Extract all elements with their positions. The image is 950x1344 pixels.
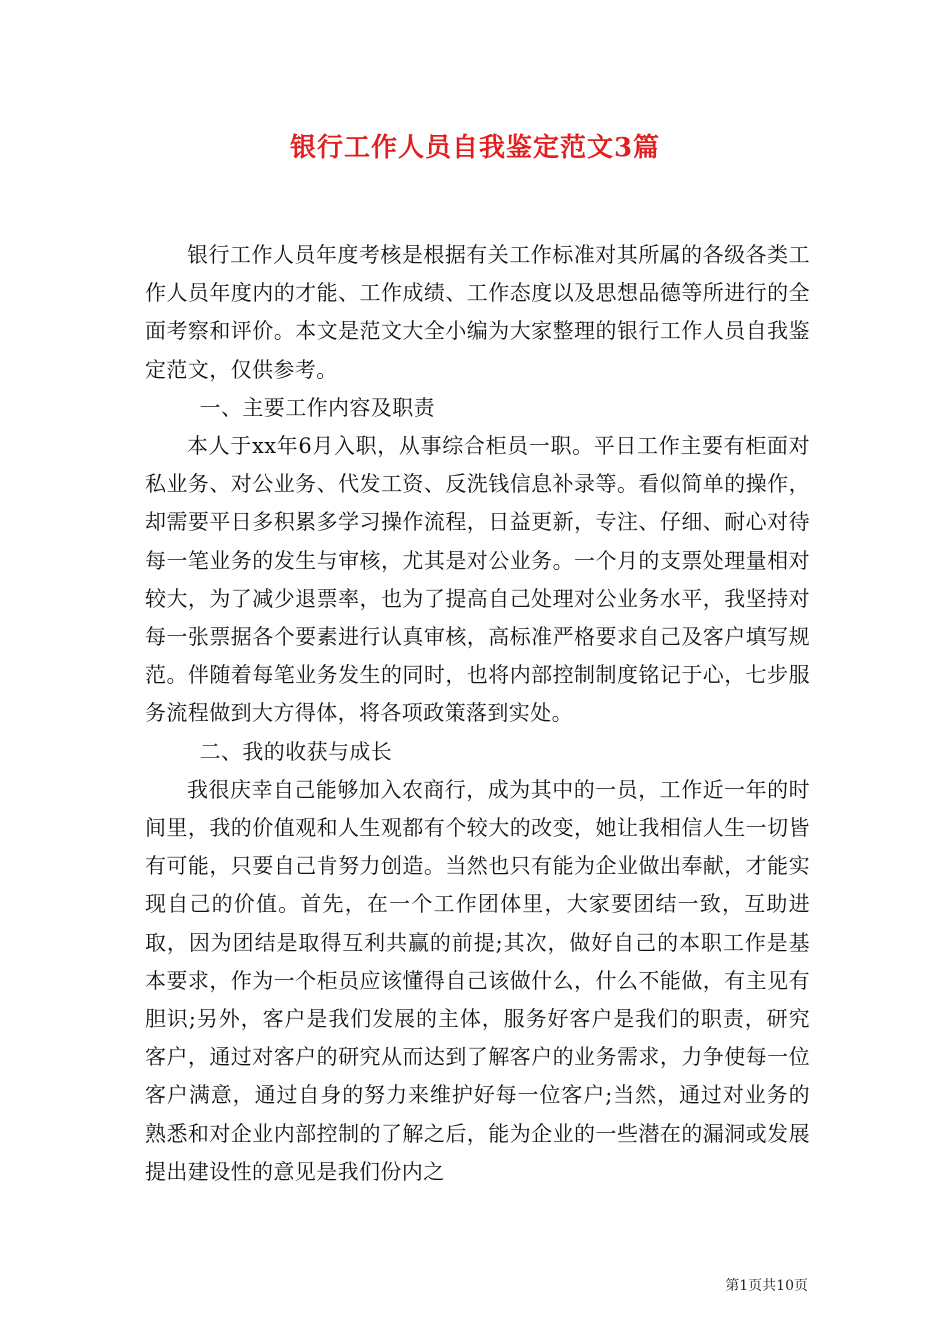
page-number-footer: 第1页共10页 xyxy=(725,1278,808,1294)
document-body xyxy=(145,236,810,1191)
intro-paragraph: 银行工作人员年度考核是根据有关工作标准对其所属的各级各类工作人员年度内的才能、工作成绩、工作态度以及思想品德等所进行的全面考察和评价。本文是范文大全小编为大家整理的银行工作人员自我鉴定范文，仅供参考。 xyxy=(145,243,810,382)
growth-paragraph: 我很庆幸自己能够加入农商行，成为其中的一员，工作近一年的时间里，我的价值观和人生观都有个较大的改变，她让我相信人生一切皆有可能，只要自己肯努力创造。当然也只有能为企业做出奉献，才能实现自己的价值。首先，在一个工作团体里，大家要团结一致，互助进取，因为团结是取得互利共赢的前提;其次，做好自己的本职工作是基本要求，作为一个柜员应该懂得自己该做什么，什么不能做，有主见有胆识;另外，客户是我们发展的主体，服务好客户是我们的职责，研究客户，通过对客户的研究从而达到了解客户的业务需求，力争使每一位客户满意，通过自身的努力来维护好每一位客户;当然，通过对业务的熟悉和对企业内部控制的了解之后，能为企业的一些潜在的漏洞或发展提出建设性的意见是我们份内之 xyxy=(145,777,810,1184)
section-heading-duties: 一、主要工作内容及职责 xyxy=(199,395,435,420)
document-title: 银行工作人员自我鉴定范文3篇 xyxy=(289,133,661,163)
section-heading-growth: 二、我的收获与成长 xyxy=(199,739,393,764)
duties-paragraph: 本人于xx年6月入职，从事综合柜员一职。平日工作主要有柜面对私业务、对公业务、代发工资、反洗钱信息补录等。看似简单的操作，却需要平日多积累多学习操作流程，日益更新，专注、仔细、耐心对待每一笔业务的发生与审核，尤其是对公业务。一个月的支票处理量相对较大，为了减少退票率，也为了提高自己处理对公业务水平，我坚持对每一张票据各个要素进行认真审核，高标准严格要求自己及客户填写规范。伴随着每笔业务发生的同时，也将内部控制制度铭记于心，七步服务流程做到大方得体，将各项政策落到实处。 xyxy=(145,434,810,726)
